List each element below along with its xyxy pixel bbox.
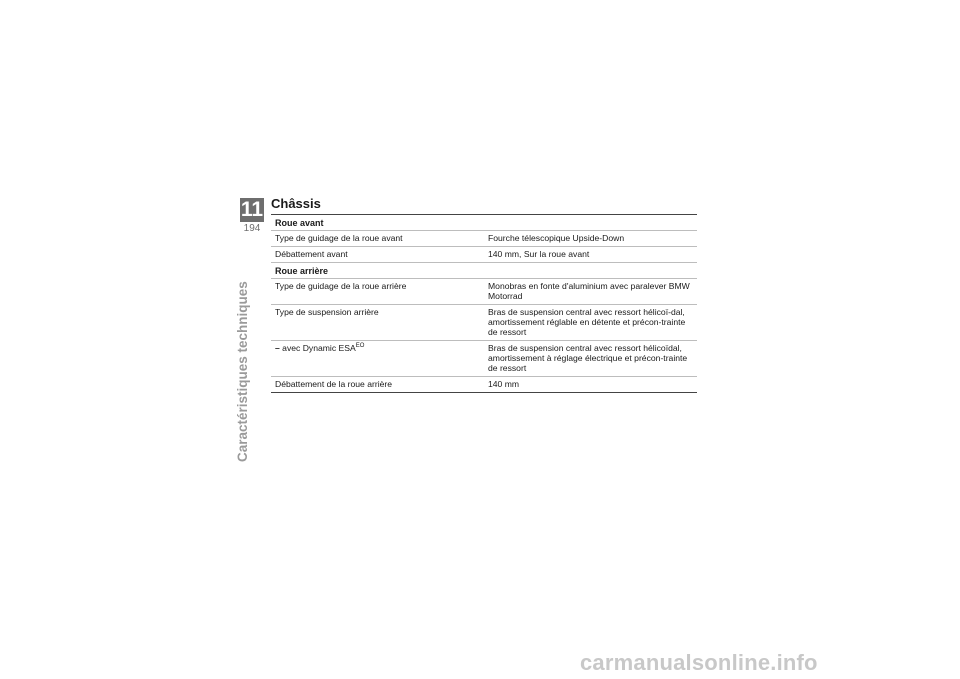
table-row (271, 305, 697, 341)
section-title: Châssis (271, 196, 321, 211)
chapter-number: 11 (240, 198, 264, 221)
row-value: 140 mm (488, 379, 520, 389)
row-label: Type de guidage de la roue arrière (275, 281, 407, 291)
table-row (271, 247, 697, 263)
row-label: Débattement avant (275, 249, 348, 259)
group-header-front-wheel: Roue avant (271, 215, 697, 231)
row-value: 140 mm, Sur la roue avant (488, 249, 590, 259)
row-label: Débattement de la roue arrière (275, 379, 393, 389)
dash-bullet: – (275, 343, 280, 353)
row-label: Type de guidage de la roue avant (275, 233, 403, 243)
row-value: Monobras en fonte d'aluminium avec paralever BMW Motorrad (488, 281, 690, 301)
option-superscript: EO (355, 343, 365, 349)
table-row (271, 341, 697, 377)
row-label: Type de suspension arrière (275, 307, 379, 317)
watermark: carmanualsonline.info (580, 650, 818, 675)
row-label-sub (271, 341, 479, 376)
table-row (271, 377, 697, 393)
table-row (271, 231, 697, 247)
row-value: Bras de suspension central avec ressort hélicoï-dal, amortissement réglable en détente et précon-trainte de ressort (488, 307, 686, 337)
specs-table (271, 214, 697, 393)
page-number: 194 (243, 223, 261, 234)
chapter-title: Caractéristiques techniques (235, 281, 250, 462)
chapter-marker (240, 198, 264, 235)
table-row (271, 279, 697, 305)
group-header-rear-wheel: Roue arrière (271, 263, 697, 279)
row-label-text: avec Dynamic ESA (282, 343, 356, 353)
row-value: Fourche télescopique Upside-Down (488, 233, 625, 243)
row-value: Bras de suspension central avec ressort hélicoïdal, amortissement à réglage électrique et précon-trainte de ressort (488, 343, 688, 373)
